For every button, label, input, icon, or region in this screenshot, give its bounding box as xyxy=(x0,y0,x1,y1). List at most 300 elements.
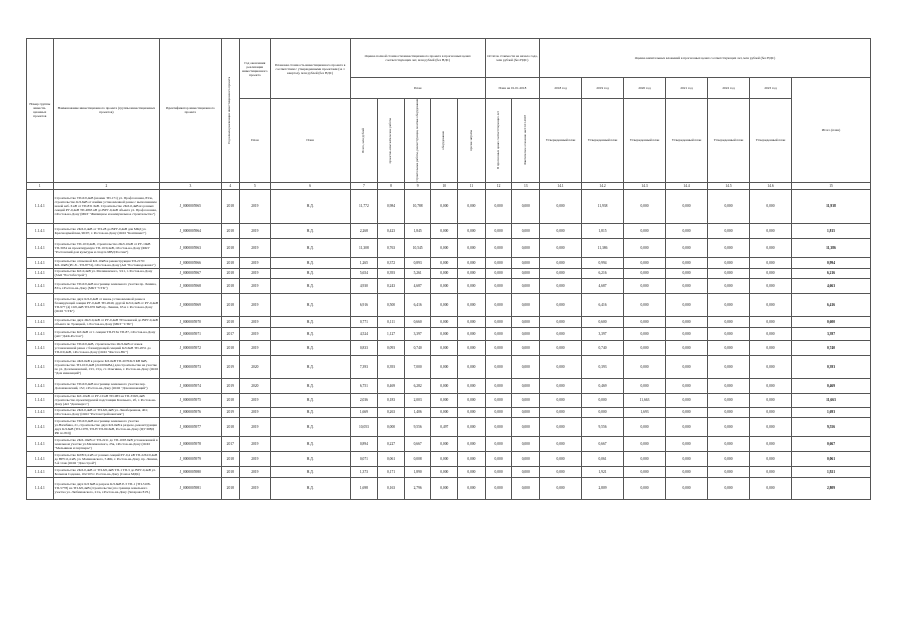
value-cell: Н.Д. xyxy=(270,189,350,223)
value-cell: 0,894 xyxy=(350,436,378,451)
value-cell: 0,000 xyxy=(431,451,458,466)
value-cell: 0,000 xyxy=(624,293,666,316)
value-cell: 2018 xyxy=(221,417,239,436)
value-cell: 0,000 xyxy=(540,417,582,436)
table-row xyxy=(27,417,871,436)
value-cell: 0,000 xyxy=(540,477,582,499)
value-cell: 0,000 xyxy=(708,278,750,293)
value-cell: 0,000 xyxy=(431,327,458,340)
value-cell: Н.Д. xyxy=(270,257,350,268)
project-name-cell: Строительство КЛВ 0,4 кВ от разных секций РУ-0,4 кВ ТП-2261/0,4кВ до ВРУ-0,4 кВ, ул. Малиновского, 5 ЖК, г. Ростов-на-Дону, пр. Ленина, 5-й этаж (ООО "Дом строй") xyxy=(54,452,158,465)
group-number-cell: 1.1.4.1 xyxy=(27,316,54,327)
project-id-cell: J_0000005968 xyxy=(160,278,221,293)
column-number-cell: 15 xyxy=(791,182,870,189)
header-sub-total-text: Всего, млн рублей xyxy=(361,127,366,153)
value-cell: 0,000 xyxy=(458,378,486,393)
table-row xyxy=(27,327,871,340)
value-cell: Н.Д. xyxy=(270,355,350,378)
value-cell: 4,687 xyxy=(582,278,624,293)
value-cell: 0,000 xyxy=(666,223,708,238)
value-cell: Н.Д. xyxy=(270,238,350,257)
header-sub-forecast-text: В прогнозных ценах соответствующих лет xyxy=(495,111,500,170)
value-cell: 2019 xyxy=(239,340,270,355)
table-row xyxy=(27,378,871,393)
value-cell: 0,893 xyxy=(404,257,431,268)
value-cell: Н.Д. xyxy=(270,316,350,327)
header-year-2018: 2018 год xyxy=(540,78,582,99)
value-cell: 2019 xyxy=(221,407,239,417)
value-cell: 0,000 xyxy=(624,268,666,278)
value-cell: 0,000 xyxy=(431,293,458,316)
value-cell: 0,227 xyxy=(378,436,405,451)
column-number-cell: 14.4 xyxy=(666,182,708,189)
value-cell: Н.Д. xyxy=(270,451,350,466)
value-cell: 0,000 xyxy=(749,340,791,355)
group-number-cell: 1.1.4.1 xyxy=(27,407,54,417)
column-number-cell: 7 xyxy=(350,182,378,189)
header-year-2019: 2019 год xyxy=(582,78,624,99)
value-cell: 0,000 xyxy=(458,223,486,238)
value-cell: 0,000 xyxy=(708,257,750,268)
value-cell: 0,243 xyxy=(378,278,405,293)
value-cell: 0,740 xyxy=(404,340,431,355)
header-start-year-text: Год начала реализации инвестиционного проекта xyxy=(227,76,232,144)
value-cell: 6,282 xyxy=(404,378,431,393)
value-cell: 2019 xyxy=(239,451,270,466)
column-number-cell: 4 xyxy=(221,182,239,189)
value-cell: 0,000 xyxy=(485,407,512,417)
project-id-cell: J_0000005973 xyxy=(160,355,221,378)
value-cell: 0,393 xyxy=(582,355,624,378)
value-cell: 0,771 xyxy=(350,316,378,327)
header-sub-smr xyxy=(404,99,431,183)
value-cell: 0,000 xyxy=(666,466,708,477)
header-remaining-cost: Остаток стоимости на начало года, млн рублей (без НДС) xyxy=(485,39,539,78)
value-cell: Н.Д. xyxy=(270,466,350,477)
value-cell: 0,000 xyxy=(540,257,582,268)
value-cell: 1,921 xyxy=(582,466,624,477)
value-cell: 2018 xyxy=(221,293,239,316)
value-cell: 0,000 xyxy=(708,238,750,257)
value-cell: 0,000 xyxy=(512,378,540,393)
value-cell: 2019 xyxy=(239,223,270,238)
value-cell: 0,000 xyxy=(485,393,512,407)
total-cell: 0,740 xyxy=(791,340,870,355)
value-cell: 0,000 xyxy=(624,257,666,268)
project-name-cell: Строительство ТП-6/0,4кВ (взамен ТП-171) ул. Профсоюзная, 83/ж, строительство КЛ-6кВ от ячейки установленной ранее с выполнением новой каб. 6 кВ от ТП-831 6кВ. Строительство 2КЛ-0,4кВ из разных секций РУ-0,4кВ ТП-4863 кВ до ВРУ-0,4кВ объекта ул. Профсоюзная, г.Ростов-на-Дону (МКТ "Жилищное и коммунальное строительство") xyxy=(53,189,160,223)
value-cell: 0,093 xyxy=(378,340,405,355)
value-cell: 0,171 xyxy=(378,466,405,477)
value-cell: 2,796 xyxy=(404,477,431,499)
value-cell: 0,000 xyxy=(485,355,512,378)
value-cell: 0,000 xyxy=(666,393,708,407)
project-id-cell: J_0000005980 xyxy=(160,466,221,477)
header-sub-smr-text: строительные работы, реконструкция, монтаж оборудования xyxy=(414,99,419,182)
group-number-cell: 1.1.4.1 xyxy=(27,278,54,293)
value-cell: 0,000 xyxy=(512,417,540,436)
value-cell: 2020 xyxy=(239,355,270,378)
value-cell: 0,000 xyxy=(749,436,791,451)
value-cell: 11,772 xyxy=(350,189,378,223)
header-year-2020: 2020 год xyxy=(624,78,666,99)
value-cell: 0,000 xyxy=(666,257,708,268)
project-name-cell: Строительство отпаечной КЛ-10кВ и реконструкция ТП-2170/ КЛ-10кВ (РС-8 - ТП-8774), г.Ростов-на-Дону (АО "Ростовводоканал") xyxy=(53,257,160,268)
total-cell: 0,994 xyxy=(791,257,870,268)
value-cell: 1,890 xyxy=(404,466,431,477)
value-cell: 0,000 xyxy=(666,451,708,466)
value-cell: 0,000 xyxy=(458,268,486,278)
value-cell: 0,000 xyxy=(749,278,791,293)
value-cell: 0,000 xyxy=(624,436,666,451)
value-cell: 0,000 xyxy=(708,477,750,499)
value-cell: Н.Д. xyxy=(270,293,350,316)
group-number-cell: 1.1.4.1 xyxy=(27,268,54,278)
total-cell: 9,556 xyxy=(791,417,870,436)
value-cell: 0,000 xyxy=(431,257,458,268)
header-group-number: Номер группы инвести- ционных проектов xyxy=(27,39,54,183)
header-project-id: Идентификатор инвестиционного проекта xyxy=(160,39,221,183)
group-number-cell: 1.1.4.1 xyxy=(27,466,54,477)
group-number-cell: 1.1.4.1 xyxy=(27,393,54,407)
value-cell: 0,000 xyxy=(708,378,750,393)
group-number-cell: 1.1.4.1 xyxy=(27,189,54,223)
value-cell: 2,036 xyxy=(350,393,378,407)
value-cell: 0,000 xyxy=(431,393,458,407)
value-cell: 0,393 xyxy=(378,268,405,278)
header-sub-forecast xyxy=(485,99,512,183)
value-cell: 0,000 xyxy=(666,327,708,340)
value-cell: 0,469 xyxy=(582,378,624,393)
value-cell: 0,000 xyxy=(485,257,512,268)
project-id-cell: J_0000005966 xyxy=(160,257,221,268)
project-name-cell: Строительство ТП-10/0,4кВ, строительство 2КЛ-10кВ от РУ-10кВ ТП-3034 на проектируемую ТП-10/0,4кВ, г.Ростов-на-Дону (ФКУ "Ростовский дом культуры и спорта МВД России") xyxy=(53,238,160,257)
value-cell: 0,000 xyxy=(458,238,486,257)
header-plan-date: План на 01.01.2018 xyxy=(485,78,539,99)
value-cell: 0,000 xyxy=(666,189,708,223)
value-cell: 0,000 xyxy=(749,327,791,340)
total-cell: 0,469 xyxy=(791,378,870,393)
value-cell: 0,000 xyxy=(485,316,512,327)
column-number-cell: 14.5 xyxy=(708,182,750,189)
value-cell: 0,000 xyxy=(458,451,486,466)
value-cell: 0,000 xyxy=(540,436,582,451)
value-cell: 0,833 xyxy=(350,340,378,355)
value-cell: 0,000 xyxy=(540,466,582,477)
value-cell: 2019 xyxy=(239,393,270,407)
header-sub-total xyxy=(350,99,378,183)
value-cell: 0,740 xyxy=(582,340,624,355)
header-sub-equipment-text: оборудование xyxy=(441,130,446,150)
project-id-cell: J_0000005977 xyxy=(160,417,221,436)
project-id-cell: J_0000005963 xyxy=(160,238,221,257)
value-cell: 0,497 xyxy=(431,417,458,436)
value-cell: 0,994 xyxy=(582,257,624,268)
value-cell: 0,000 xyxy=(624,466,666,477)
header-full-cost: Оценка полной стоимости инвестиционного проекта в прогнозных ценах соответствующих лет, млн рублей (без НДС) xyxy=(350,39,485,78)
project-id-cell: J_0000005972 xyxy=(160,340,221,355)
value-cell: 0,000 xyxy=(485,189,512,223)
value-cell: 0,000 xyxy=(666,238,708,257)
value-cell: 0,000 xyxy=(431,189,458,223)
value-cell: 0,000 xyxy=(458,316,486,327)
total-cell: 4,663 xyxy=(791,278,870,293)
project-id-cell: J_0000005976 xyxy=(160,407,221,417)
header-sub-pir xyxy=(378,99,405,183)
value-cell: 0,000 xyxy=(458,436,486,451)
table-row xyxy=(27,340,871,355)
value-cell: 0,000 xyxy=(458,257,486,268)
value-cell: Н.Д. xyxy=(270,268,350,278)
column-number-cell: 8 xyxy=(378,182,405,189)
value-cell: 0,061 xyxy=(378,451,405,466)
total-cell: 0,393 xyxy=(791,355,870,378)
value-cell: 0,000 xyxy=(485,327,512,340)
column-number-cell: 3 xyxy=(160,182,221,189)
value-cell: 2019 xyxy=(239,407,270,417)
column-number-cell: 6 xyxy=(270,182,350,189)
header-itogo: Итого (план) xyxy=(791,78,870,183)
value-cell: 1,698 xyxy=(350,477,378,499)
column-number-cell: 14.3 xyxy=(624,182,666,189)
column-number-cell: 9 xyxy=(404,182,431,189)
value-cell: 0,000 xyxy=(749,407,791,417)
total-cell: 1,693 xyxy=(791,407,870,417)
value-cell: 2018 xyxy=(221,278,239,293)
project-name-cell: Строительство двух КЛ-0,4кВ от вновь установленной ранее в блокирующей секции РУ-0,4кВ ТП-2649, другой КЛ-0,4кВ от РУ-0,4кВ ТП-977 (4) 10/0,4кВ ТП-676 6кВ пр. Ленина, 65 и г. Ростов-на-Дону (ООО "СТК") xyxy=(53,293,160,316)
project-name-cell: Строительство 2КЛ-0,4кВ от ТП-28 до ВРУ-0,4кВ для МКД ул. Красноармейская, 96/97, г. Ростов-на-Дону (ООО "Континент") xyxy=(53,223,160,238)
value-cell: 7,393 xyxy=(350,355,378,378)
value-cell: 0,393 xyxy=(378,355,405,378)
project-id-cell: J_0000005975 xyxy=(160,393,221,407)
value-cell: 2018 xyxy=(221,238,239,257)
value-cell: 0,000 xyxy=(431,378,458,393)
value-cell: 0,000 xyxy=(540,327,582,340)
value-cell: 0,984 xyxy=(378,189,405,223)
header-sub-other xyxy=(458,99,486,183)
value-cell: 0,423 xyxy=(378,223,405,238)
value-cell: 1,815 xyxy=(582,223,624,238)
value-cell: 0,000 xyxy=(431,466,458,477)
value-cell: 0,000 xyxy=(485,436,512,451)
project-name-cell: Строительство 2КЛ-0,4кВ от ТП-6/0,4кВ ул. Левобережная, 40/г, г.Ростов-на-Дону (ООО "Ростовстройзаказчик") xyxy=(53,407,160,417)
total-cell: 0,667 xyxy=(791,436,870,451)
value-cell: 0,000 xyxy=(540,451,582,466)
value-cell: Н.Д. xyxy=(270,407,350,417)
value-cell: 11,938 xyxy=(582,189,624,223)
value-cell: 2019 xyxy=(239,436,270,451)
value-cell: 0,000 xyxy=(431,355,458,378)
value-cell: 2019 xyxy=(239,257,270,268)
value-cell: 0,000 xyxy=(540,293,582,316)
group-number-cell: 1.1.4.1 xyxy=(27,417,54,436)
value-cell: 9,556 xyxy=(404,417,431,436)
value-cell: 2020 xyxy=(239,378,270,393)
value-cell: Н.Д. xyxy=(270,477,350,499)
value-cell: 0,163 xyxy=(378,477,405,499)
value-cell: 2019 xyxy=(239,189,270,223)
value-cell: 0,000 xyxy=(512,393,540,407)
value-cell: 0,000 xyxy=(540,238,582,257)
value-cell: 2018 xyxy=(221,223,239,238)
group-number-cell: 1.1.4.1 xyxy=(27,477,54,499)
project-name-cell: Строительство двух КЛ 6кВ в разрезе КЛ-6кВ Р-3 ТП-1 (ТП-3108-ТП-5778) на ТП-6/0,4кВ (строительство) по границе земельного участка ул. Любимовского, 21/а, г.Ростов-на-Дону (Захарова Е.Н.) xyxy=(53,477,160,499)
value-cell: 0,000 xyxy=(431,407,458,417)
column-number-cell: 12 xyxy=(485,182,512,189)
value-cell: 0,000 xyxy=(458,278,486,293)
table-row xyxy=(27,278,871,293)
value-cell: 4,524 xyxy=(350,327,378,340)
value-cell: 0,000 xyxy=(458,189,486,223)
value-cell: 0,000 xyxy=(540,393,582,407)
value-cell: 0,000 xyxy=(749,393,791,407)
value-cell: 0,000 xyxy=(540,407,582,417)
value-cell: 2019 xyxy=(221,378,239,393)
value-cell: 0,000 xyxy=(749,355,791,378)
project-id-cell: J_0000005965 xyxy=(160,189,221,223)
value-cell: 0,000 xyxy=(485,278,512,293)
header-start-year xyxy=(221,39,239,183)
table-row xyxy=(27,316,871,327)
value-cell: 1,669 xyxy=(350,407,378,417)
value-cell: 7,000 xyxy=(404,355,431,378)
value-cell: 0,667 xyxy=(582,436,624,451)
value-cell: 0,000 xyxy=(666,477,708,499)
header-plan: План xyxy=(350,78,485,99)
value-cell: 0,000 xyxy=(749,268,791,278)
value-cell: 0,000 xyxy=(458,293,486,316)
value-cell: 0,000 xyxy=(540,223,582,238)
total-cell: 11,938 xyxy=(791,189,870,223)
value-cell: 0,000 xyxy=(624,223,666,238)
value-cell: 2018 xyxy=(221,466,239,477)
value-cell: 2,809 xyxy=(582,477,624,499)
value-cell: 0,000 xyxy=(431,316,458,327)
group-number-cell: 1.1.4.1 xyxy=(27,355,54,378)
value-cell: 0,000 xyxy=(458,355,486,378)
value-cell: 2017 xyxy=(221,327,239,340)
value-cell: 11,308 xyxy=(350,238,378,257)
value-cell: 1,373 xyxy=(350,466,378,477)
table-row xyxy=(27,466,871,477)
value-cell: 10,545 xyxy=(404,238,431,257)
value-cell: 0,469 xyxy=(378,378,405,393)
group-number-cell: 1.1.4.1 xyxy=(27,257,54,268)
total-cell: 1,921 xyxy=(791,466,870,477)
project-id-cell: J_0000005971 xyxy=(160,327,221,340)
table-row xyxy=(27,477,871,499)
value-cell: 0,000 xyxy=(708,393,750,407)
header-capital-investments: Оценка капитальных вложений в прогнозных ценах соответствующих лет, млн рублей (без НДС) xyxy=(540,39,871,78)
project-id-cell: J_0000005979 xyxy=(160,451,221,466)
value-cell: 1,845 xyxy=(404,223,431,238)
value-cell: 1,265 xyxy=(350,257,378,268)
value-cell: 0,000 xyxy=(624,316,666,327)
value-cell: 0,183 xyxy=(378,393,405,407)
value-cell: 0,000 xyxy=(431,223,458,238)
value-cell: 0,000 xyxy=(512,278,540,293)
table-row xyxy=(27,238,871,257)
value-cell: 10,053 xyxy=(350,417,378,436)
header-sub-fact xyxy=(512,99,540,183)
value-cell: 2018 xyxy=(221,393,239,407)
group-number-cell: 1.1.4.1 xyxy=(27,436,54,451)
value-cell: 1,406 xyxy=(404,407,431,417)
project-id-cell: J_0000005964 xyxy=(160,223,221,238)
value-cell: 0,000 xyxy=(512,293,540,316)
project-id-cell: J_0000005970 xyxy=(160,316,221,327)
value-cell: 0,000 xyxy=(749,417,791,436)
column-number-cell: 11 xyxy=(458,182,486,189)
value-cell: 0,000 xyxy=(512,355,540,378)
value-cell: 2019 xyxy=(239,293,270,316)
value-cell: 5,654 xyxy=(350,268,378,278)
value-cell: 1,693 xyxy=(624,407,666,417)
value-cell: 0,000 xyxy=(708,293,750,316)
value-cell: 0,000 xyxy=(431,278,458,293)
table-header xyxy=(27,39,871,190)
value-cell: 0,000 xyxy=(512,238,540,257)
value-cell: 0,000 xyxy=(540,340,582,355)
group-number-cell: 1.1.4.1 xyxy=(27,223,54,238)
value-cell: 1,127 xyxy=(378,327,405,340)
header-approved-2022: Утвержденный план xyxy=(708,99,750,183)
value-cell: Н.Д. xyxy=(270,327,350,340)
value-cell: Н.Д. xyxy=(270,278,350,293)
value-cell: 0,000 xyxy=(708,189,750,223)
value-cell: 0,000 xyxy=(749,189,791,223)
group-number-cell: 1.1.4.1 xyxy=(27,378,54,393)
header-approved-2019: Утвержденный план xyxy=(582,99,624,183)
value-cell: 6,916 xyxy=(350,293,378,316)
value-cell: 2,268 xyxy=(350,223,378,238)
value-cell: 0,000 xyxy=(708,466,750,477)
project-name-cell: Строительство ТП-6/0,4кВ на границе земельного участка пр. Ленина, 83/а, г.Ростов-на-Дону (МКТ "СТК") xyxy=(53,278,160,293)
value-cell: 0,000 xyxy=(540,189,582,223)
value-cell: 0,000 xyxy=(749,238,791,257)
project-name-cell: Строительство КЛ-10кВ от РУ-10 кВ ТП-983 на ТП-339/0,4кВ строительство проектируемой подстанции Казачьего, 2б, г. Ростов-на-Дону (АО "Донэнерго") xyxy=(53,393,160,407)
value-cell: 0,000 xyxy=(458,466,486,477)
value-cell: 0,000 xyxy=(485,238,512,257)
value-cell: 0,000 xyxy=(512,327,540,340)
value-cell: 0,000 xyxy=(749,293,791,316)
value-cell: 4,687 xyxy=(404,278,431,293)
group-number-cell: 1.1.4.1 xyxy=(27,340,54,355)
value-cell: 0,000 xyxy=(512,477,540,499)
total-cell: 2,809 xyxy=(791,477,870,499)
value-cell: 0,000 xyxy=(708,223,750,238)
value-cell: 0,000 xyxy=(749,451,791,466)
value-cell: 0,000 xyxy=(708,417,750,436)
project-name-cell: Строительство ТП-6/0,4кВ, строительство 2КЛ-6кВ от ячеек установленной ранее с блокирующей секцией КЛ-6кВ ТП-2051 до ТП-6/0,4кВ, г.Ростов-на-Дону (ООО "Фестал-Юг") xyxy=(53,340,160,355)
project-id-cell: J_0000005974 xyxy=(160,378,221,393)
value-cell: 2018 xyxy=(221,340,239,355)
value-cell: 0,000 xyxy=(582,407,624,417)
value-cell: 2019 xyxy=(221,355,239,378)
value-cell: 6,416 xyxy=(582,293,624,316)
value-cell: 2019 xyxy=(239,466,270,477)
value-cell: 0,000 xyxy=(708,355,750,378)
value-cell: 0,000 xyxy=(624,451,666,466)
group-number-cell: 1.1.4.1 xyxy=(27,293,54,316)
value-cell: 0,000 xyxy=(512,436,540,451)
group-number-cell: 1.1.4.1 xyxy=(27,451,54,466)
value-cell: 0,000 xyxy=(624,278,666,293)
value-cell: 0,000 xyxy=(666,340,708,355)
value-cell: Н.Д. xyxy=(270,378,350,393)
project-name-cell: Строительство КЛ-0,4кВ ул. Малиновского, 3/21, г. Ростов-на-Дону (ЗАО "Ростоблстрой") xyxy=(53,268,160,278)
value-cell: 0,000 xyxy=(708,268,750,278)
header-plan-sub-5: План xyxy=(239,99,270,183)
